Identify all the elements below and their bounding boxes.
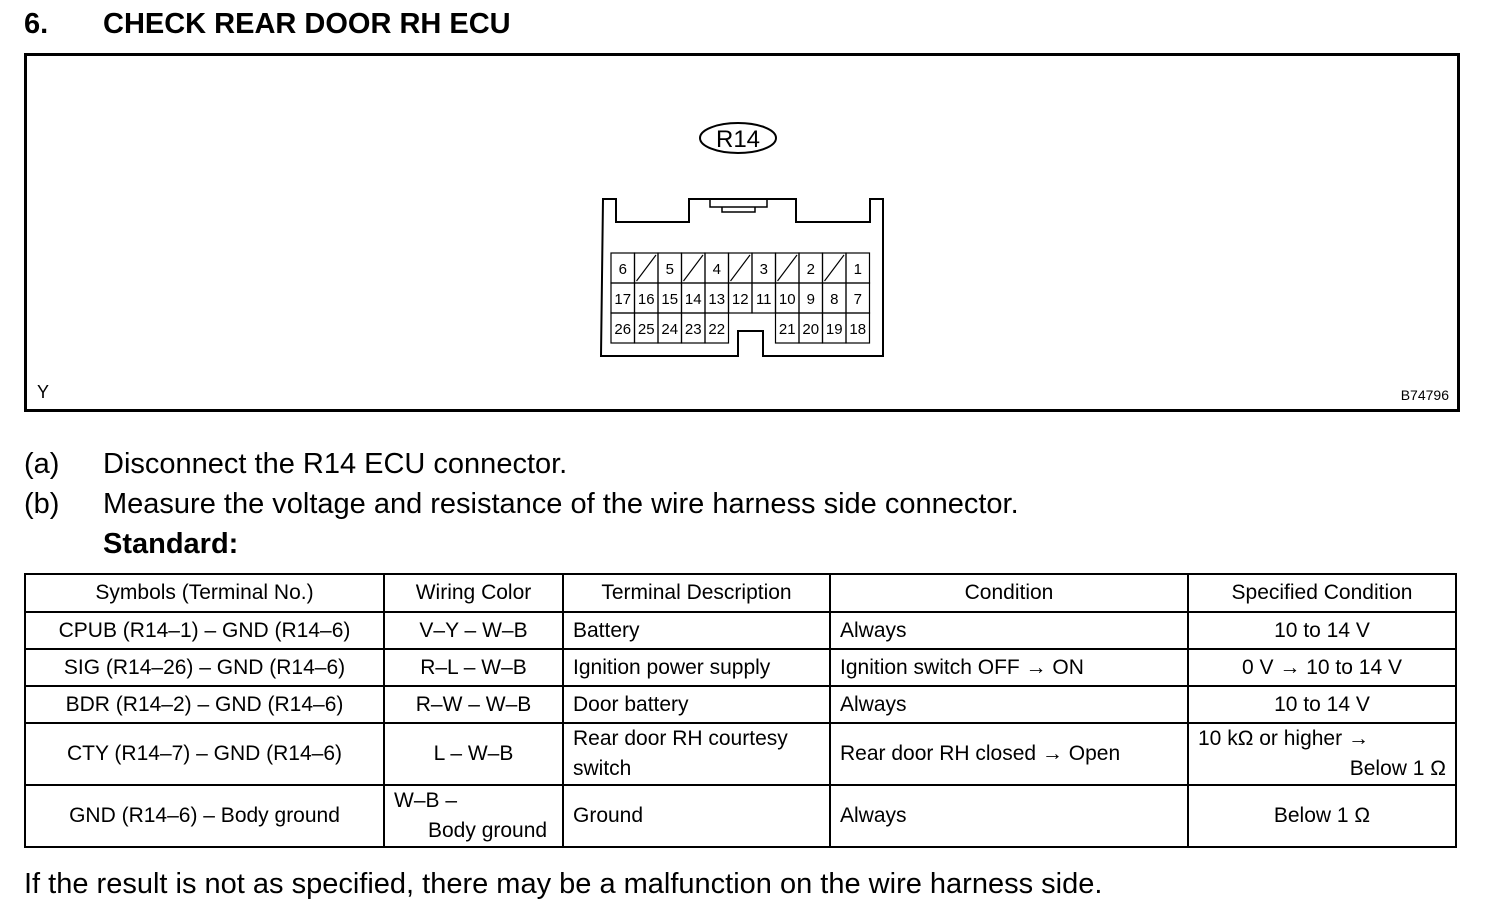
cell-spec: 0 V → 10 to 14 V xyxy=(1188,649,1456,686)
cell-wiring-color: R–W – W–B xyxy=(384,686,563,723)
cell-symbols: GND (R14–6) – Body ground xyxy=(25,785,384,847)
header-symbols: Symbols (Terminal No.) xyxy=(25,574,384,612)
cell-condition: Always xyxy=(830,612,1188,649)
cell-description-line: Rear door RH courtesy xyxy=(573,727,788,750)
connector-label: R14 xyxy=(715,126,761,153)
connector-diagram xyxy=(27,56,1457,409)
specification-table xyxy=(24,573,1457,848)
header-specified-condition: Specified Condition xyxy=(1188,574,1456,612)
footer-note: If the result is not as specified, there may be a malfunction on the wire harness side. xyxy=(24,868,1103,900)
step-label: (a) xyxy=(24,448,60,480)
terminal-number: 20 xyxy=(802,321,820,338)
cell-wiring-color: V–Y – W–B xyxy=(384,612,563,649)
cell-condition: Always xyxy=(830,686,1188,723)
terminal-number: 19 xyxy=(825,321,843,338)
cell-spec: Below 1 Ω xyxy=(1188,785,1456,847)
unused-terminal-mark xyxy=(684,255,704,281)
connector-figure xyxy=(24,53,1460,412)
terminal-grid xyxy=(611,253,870,343)
cell-condition: Rear door RH closed → Open xyxy=(830,723,1188,785)
terminal-number: 3 xyxy=(759,261,768,278)
section-title: CHECK REAR DOOR RH ECU xyxy=(103,8,511,40)
header-terminal-description: Terminal Description xyxy=(563,574,830,612)
terminal-number: 10 xyxy=(778,291,796,308)
cell-condition: Always xyxy=(830,785,1188,847)
terminal-number: 5 xyxy=(665,261,674,278)
cell-description: Ignition power supply xyxy=(563,649,830,686)
unused-terminal-mark xyxy=(778,255,798,281)
table-header-row xyxy=(25,574,1456,612)
cell-description: Door battery xyxy=(563,686,830,723)
section-number: 6. xyxy=(24,8,49,40)
terminal-number: 18 xyxy=(849,321,867,338)
cell-condition: Ignition switch OFF → ON xyxy=(830,649,1188,686)
cell-description: Ground xyxy=(563,785,830,847)
cell-description-line: switch xyxy=(573,757,632,780)
cell-symbols: BDR (R14–2) – GND (R14–6) xyxy=(25,686,384,723)
cell-wiring-color: R–L – W–B xyxy=(384,649,563,686)
step-text: Disconnect the R14 ECU connector. xyxy=(103,448,568,480)
step-text: Measure the voltage and resistance of the wire harness side connector. xyxy=(103,488,1019,520)
figure-code: B74796 xyxy=(1400,387,1449,403)
cell-symbols: CTY (R14–7) – GND (R14–6) xyxy=(25,723,384,785)
table-row xyxy=(25,612,1456,649)
cell-symbols: CPUB (R14–1) – GND (R14–6) xyxy=(25,612,384,649)
terminal-number: 8 xyxy=(830,291,839,308)
table-row xyxy=(25,649,1456,686)
cell-spec-line: 10 kΩ or higher → xyxy=(1198,727,1369,750)
terminal-number: 7 xyxy=(853,291,862,308)
terminal-number: 17 xyxy=(614,291,632,308)
step-label: (b) xyxy=(24,488,60,520)
terminal-number: 11 xyxy=(755,291,772,308)
table-row xyxy=(25,686,1456,723)
cell-spec: 10 to 14 V xyxy=(1188,686,1456,723)
terminal-number: 24 xyxy=(661,321,679,338)
terminal-number: 14 xyxy=(684,291,702,308)
cell-spec-line: Below 1 Ω xyxy=(1349,757,1446,780)
table-row xyxy=(25,785,1456,847)
terminal-number: 13 xyxy=(708,291,726,308)
terminal-number: 12 xyxy=(731,291,749,308)
unused-terminal-mark xyxy=(731,255,751,281)
unused-terminal-mark xyxy=(825,255,845,281)
terminal-number: 15 xyxy=(661,291,679,308)
terminal-number: 25 xyxy=(637,321,655,338)
cell-wiring-color: L – W–B xyxy=(384,723,563,785)
cell-spec: 10 to 14 V xyxy=(1188,612,1456,649)
cell-wiring-color-line: Body ground xyxy=(428,819,548,842)
connector-latch xyxy=(710,199,767,212)
terminal-number: 22 xyxy=(708,321,726,338)
terminal-number: 4 xyxy=(712,261,721,278)
terminal-number: 9 xyxy=(806,291,815,308)
header-condition: Condition xyxy=(830,574,1188,612)
terminal-number: 21 xyxy=(778,321,796,338)
terminal-number: 16 xyxy=(637,291,655,308)
cell-spec xyxy=(1188,723,1456,785)
table-row xyxy=(25,723,1456,785)
cell-description xyxy=(563,723,830,785)
terminal-number: 6 xyxy=(618,261,627,278)
unused-terminal-mark xyxy=(637,255,657,281)
terminal-number: 1 xyxy=(853,261,862,278)
cell-symbols: SIG (R14–26) – GND (R14–6) xyxy=(25,649,384,686)
cell-wiring-color xyxy=(384,785,563,847)
header-wiring-color: Wiring Color xyxy=(384,574,563,612)
terminal-number: 2 xyxy=(806,261,815,278)
standard-label: Standard: xyxy=(103,528,239,560)
terminal-number: 23 xyxy=(684,321,702,338)
cell-wiring-color-line: W–B – xyxy=(394,789,458,812)
terminal-number: 26 xyxy=(614,321,632,338)
cell-description: Battery xyxy=(563,612,830,649)
figure-corner-letter: Y xyxy=(37,382,50,402)
